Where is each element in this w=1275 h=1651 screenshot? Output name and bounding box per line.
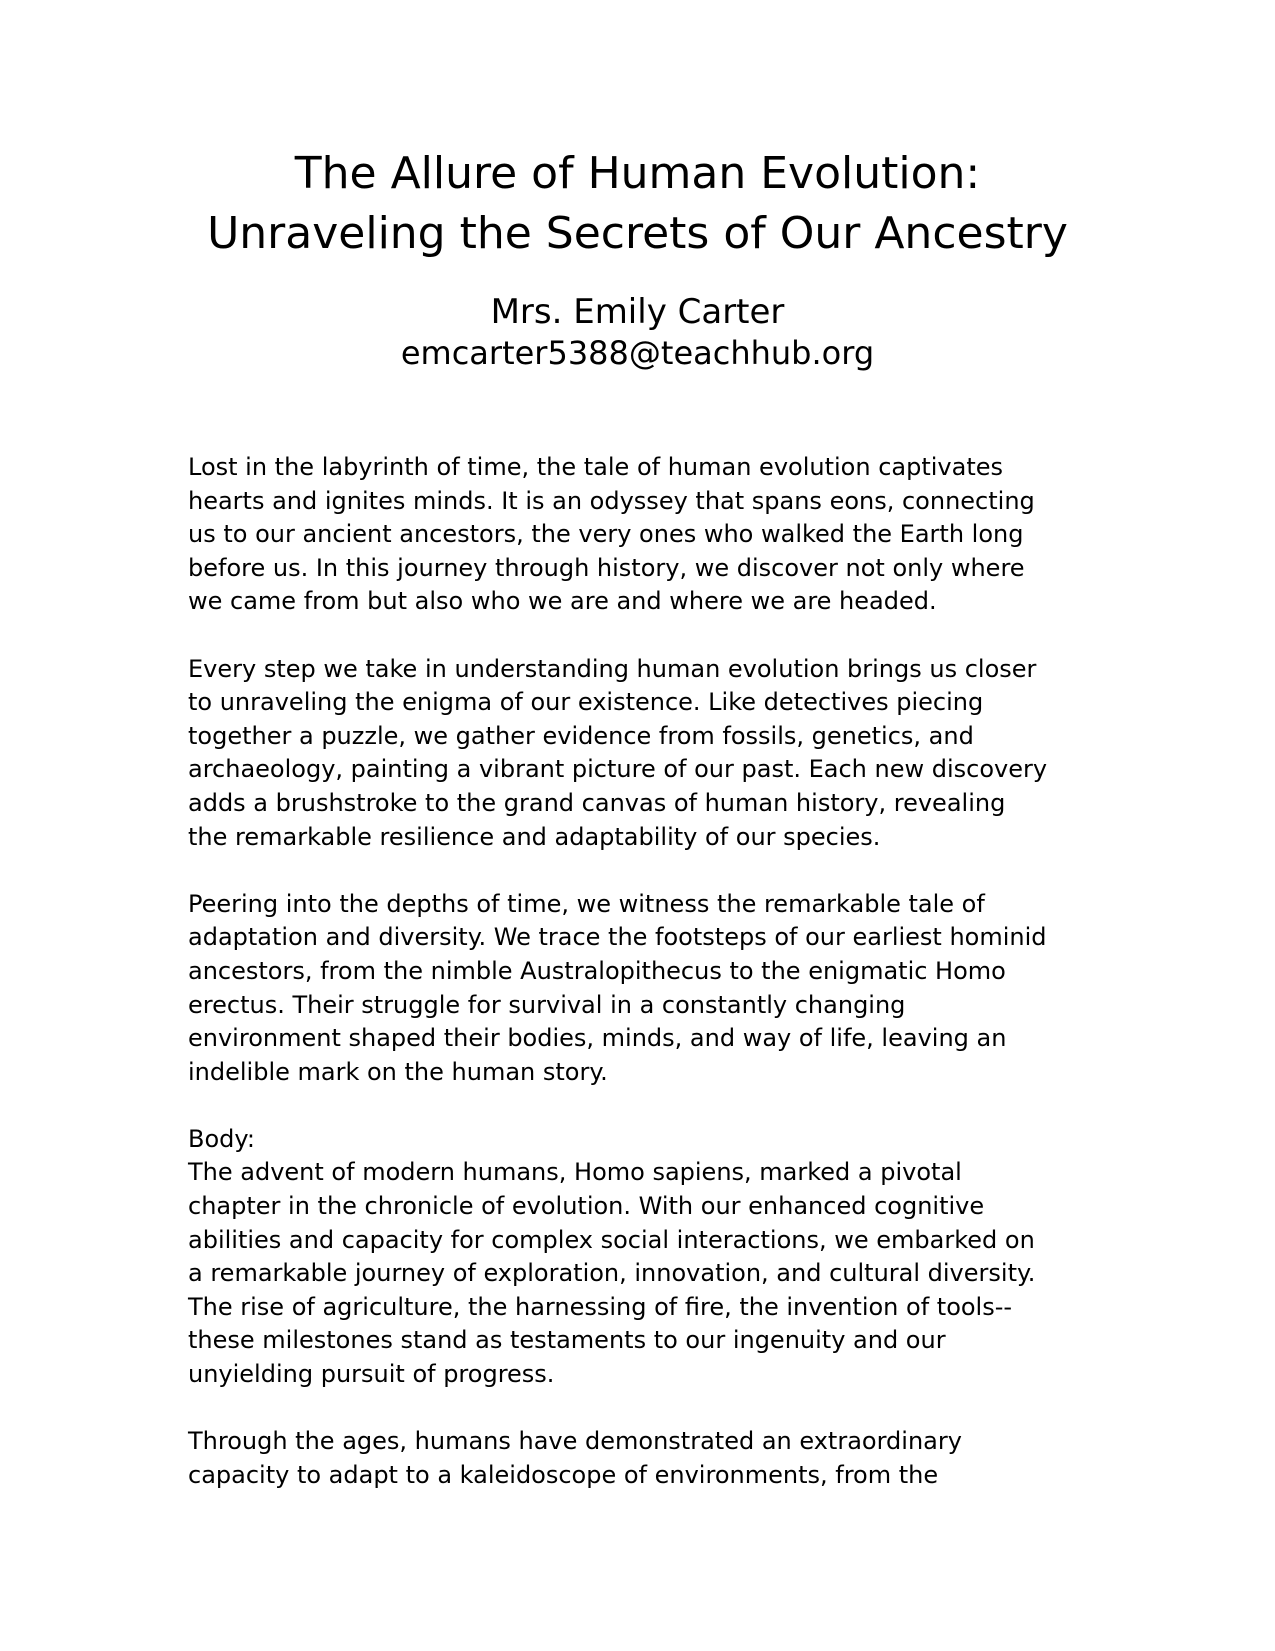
text-line: these milestones stand as testaments to our ingenuity and our — [188, 1326, 946, 1355]
paragraph-2 — [188, 653, 1108, 855]
title-line: The Allure of Human Evolution: — [294, 148, 981, 199]
text-line: Lost in the labyrinth of time, the tale of human evolution captivates — [188, 453, 1003, 481]
text-line: before us. In this journey through history, we discover not only where — [188, 553, 1025, 582]
text-line: The advent of modern humans, Homo sapiens, marked a pivotal — [188, 1158, 962, 1187]
title-line: Unraveling the Secrets of Our Ancestry — [207, 208, 1068, 259]
text-line: Peering into the depths of time, we witness the remarkable tale of — [188, 889, 985, 918]
text-line: Every step we take in understanding human evolution brings us closer — [188, 654, 1037, 683]
text-line: adds a brushstroke to the grand canvas of human history, revealing — [188, 788, 1006, 817]
text-line: capacity to adapt to a kaleidoscope of environments, from the — [188, 1460, 939, 1489]
document-body — [188, 451, 1108, 1526]
text-line: environment shaped their bodies, minds, and way of life, leaving an — [188, 1024, 1007, 1053]
paragraph-3 — [188, 888, 1108, 1090]
text-line: to unraveling the enigma of our existence. Like detectives piecing — [188, 688, 984, 717]
paragraph-1 — [188, 451, 1108, 619]
text-line: archaeology, painting a vibrant picture of our past. Each new discovery — [188, 755, 1048, 784]
text-line: we came from but also who we are and where we are headed. — [188, 587, 937, 616]
text-line: together a puzzle, we gather evidence from fossils, genetics, and — [188, 721, 974, 750]
text-line: Through the ages, humans have demonstrated an extraordinary — [188, 1427, 962, 1456]
text-line: chapter in the chronicle of evolution. With our enhanced cognitive — [188, 1192, 985, 1221]
text-line: ancestors, from the nimble Australopithecus to the enigmatic Homo — [188, 956, 1006, 985]
text-line: The rise of agriculture, the harnessing of fire, the invention of tools-- — [188, 1292, 1013, 1321]
document-title — [0, 144, 1275, 264]
author-name: Mrs. Emily Carter — [490, 292, 785, 332]
text-line: hearts and ignites minds. It is an odyssey that spans eons, connecting — [188, 486, 1035, 515]
section-label: Body: — [188, 1124, 255, 1153]
author-email: emcarter5388@teachhub.org — [400, 334, 875, 372]
text-line: indelible mark on the human story. — [188, 1057, 608, 1086]
text-line: erectus. Their struggle for survival in a constantly changing — [188, 990, 906, 1019]
paragraph-5 — [188, 1425, 1108, 1492]
text-line: abilities and capacity for complex social interactions, we embarked on — [188, 1225, 1035, 1254]
text-line: unyielding pursuit of progress. — [188, 1360, 555, 1389]
text-line: adaptation and diversity. We trace the footsteps of our earliest hominid — [188, 923, 1047, 952]
text-line: a remarkable journey of exploration, innovation, and cultural diversity. — [188, 1259, 1036, 1288]
text-line: the remarkable resilience and adaptability of our species. — [188, 822, 881, 851]
paragraph-4 — [188, 1123, 1108, 1392]
text-line: us to our ancient ancestors, the very ones who walked the Earth long — [188, 520, 1024, 549]
